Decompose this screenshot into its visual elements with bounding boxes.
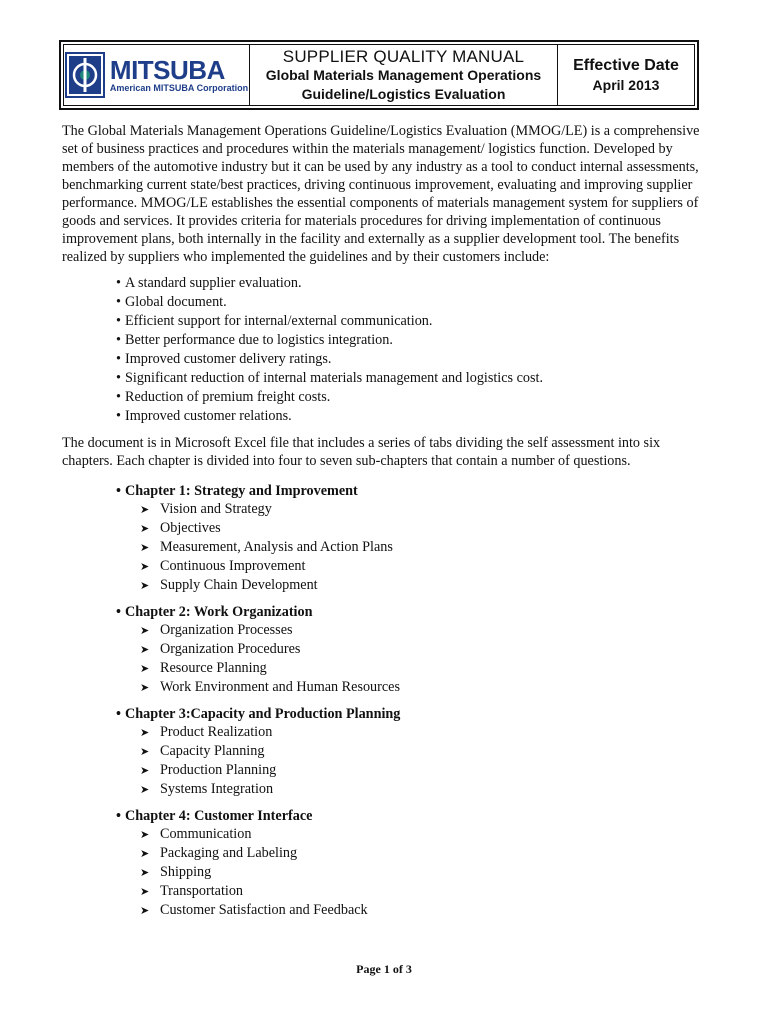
sub-chapter-item: ➤ Objectives (140, 520, 221, 536)
sub-chapter-item: ➤ Systems Integration (140, 781, 274, 797)
sub-chapter-item: ➤ Organization Procedures (140, 641, 301, 657)
chapter-title: • Chapter 2: Work Organization (116, 603, 702, 621)
arrow-bullet-icon: ➤ (140, 904, 150, 917)
mitsuba-logo (65, 52, 248, 98)
document-body (62, 122, 702, 928)
benefits-list (62, 274, 702, 426)
manual-title: SUPPLIER QUALITY MANUAL (282, 46, 525, 66)
intro-paragraph: The Global Materials Management Operations Guideline/Logistics Evaluation (MMOG/LE) is a comprehensive set of business practices and procedures within the materials management/ logistics function. Developed by members of the automotive industry but it can be used by any industry as a tool to conduct internal assessments, benchmarking current state/best practices, driving continuous improvement, evaluating and improving supplier performance. MMOG/LE establishes the essential components of materials management system for suppliers of goods and services. It provides criteria for materials procedures for driving implementation of continuous improvement plans, both internally in the facility and externally as a supplier development tool. The benefits realized by suppliers who implemented the guidelines and by their customers include: (62, 123, 700, 265)
sub-chapter-item: ➤ Transportation (140, 883, 244, 899)
arrow-bullet-icon: ➤ (140, 522, 150, 535)
document-note-paragraph: The document is in Microsoft Excel file that includes a series of tabs dividing the self assessment into six chapters. Each chapter is divided into four to seven sub-chapters that contain a number of questions. (62, 435, 661, 469)
sub-chapter-item: ➤ Supply Chain Development (140, 577, 318, 593)
sub-chapter-item: ➤ Shipping (140, 864, 212, 880)
chapters-list (62, 482, 702, 920)
arrow-bullet-icon: ➤ (140, 681, 150, 694)
arrow-bullet-icon: ➤ (140, 885, 150, 898)
sub-chapter-item: ➤ Product Realization (140, 724, 273, 740)
arrow-bullet-icon: ➤ (140, 579, 150, 592)
chapter-3 (116, 705, 702, 799)
date-cell (558, 45, 694, 105)
sub-chapter-item: ➤ Vision and Strategy (140, 501, 272, 517)
effective-date-label: Effective Date (573, 57, 679, 74)
effective-date-value: April 2013 (592, 77, 660, 93)
sub-chapter-item: ➤ Resource Planning (140, 660, 267, 676)
document-header (59, 40, 699, 110)
list-item: • Efficient support for internal/external communication. (116, 312, 702, 331)
manual-subtitle-1: Global Materials Management Operations (265, 66, 542, 83)
sub-chapter-item: ➤ Packaging and Labeling (140, 845, 298, 861)
list-item: • Significant reduction of internal materials management and logistics cost. (116, 369, 702, 388)
arrow-bullet-icon: ➤ (140, 624, 150, 637)
sub-chapter-item: ➤ Measurement, Analysis and Action Plans (140, 539, 393, 555)
sub-chapter-item: ➤ Capacity Planning (140, 743, 265, 759)
sub-chapter-item: ➤ Organization Processes (140, 622, 293, 638)
list-item: • Global document. (116, 293, 702, 312)
sub-chapter-item: ➤ Customer Satisfaction and Feedback (140, 902, 368, 918)
arrow-bullet-icon: ➤ (140, 783, 150, 796)
arrow-bullet-icon: ➤ (140, 662, 150, 675)
arrow-bullet-icon: ➤ (140, 764, 150, 777)
list-item: • Improved customer delivery ratings. (116, 350, 702, 369)
arrow-bullet-icon: ➤ (140, 726, 150, 739)
mitsuba-emblem-icon (65, 52, 105, 98)
title-cell (250, 45, 558, 105)
arrow-bullet-icon: ➤ (140, 847, 150, 860)
arrow-bullet-icon: ➤ (140, 866, 150, 879)
list-item: • Better performance due to logistics integration. (116, 331, 702, 350)
arrow-bullet-icon: ➤ (140, 643, 150, 656)
logo-cell (64, 45, 250, 105)
chapter-4 (116, 807, 702, 920)
page-number: Page 1 of 3 (356, 962, 412, 976)
sub-chapter-item: ➤ Work Environment and Human Resources (140, 679, 400, 695)
chapter-title: • Chapter 1: Strategy and Improvement (116, 482, 702, 500)
logo-wordmark: MITSUBA (109, 54, 225, 85)
sub-chapter-item: ➤ Continuous Improvement (140, 558, 306, 574)
list-item: • Improved customer relations. (116, 407, 702, 426)
chapter-title: • Chapter 3:Capacity and Production Planning (116, 705, 702, 723)
list-item: • Reduction of premium freight costs. (116, 388, 702, 407)
chapter-title: • Chapter 4: Customer Interface (116, 807, 702, 825)
arrow-bullet-icon: ➤ (140, 503, 150, 516)
arrow-bullet-icon: ➤ (140, 560, 150, 573)
arrow-bullet-icon: ➤ (140, 828, 150, 841)
manual-subtitle-2: Guideline/Logistics Evaluation (301, 85, 506, 102)
chapter-1 (116, 482, 702, 595)
arrow-bullet-icon: ➤ (140, 541, 150, 554)
sub-chapter-item: ➤ Communication (140, 826, 252, 842)
chapter-2 (116, 603, 702, 697)
arrow-bullet-icon: ➤ (140, 745, 150, 758)
sub-chapter-item: ➤ Production Planning (140, 762, 277, 778)
list-item: • A standard supplier evaluation. (116, 274, 702, 293)
logo-corporation: American MITSUBA Corporation (109, 82, 249, 93)
